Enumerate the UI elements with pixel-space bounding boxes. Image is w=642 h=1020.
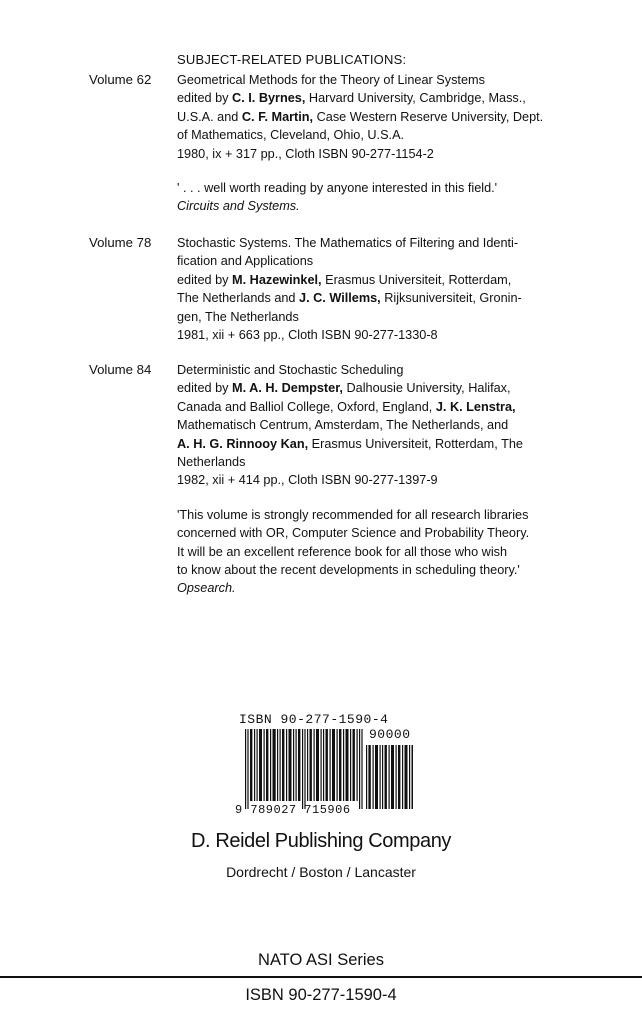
affiliation-line: Netherlands (177, 455, 246, 470)
entry-title: Stochastic Systems. The Mathematics of Filtering and Identi- (177, 236, 519, 250)
review-quote: to know about the recent developments in scheduling theory.' (177, 563, 520, 578)
editor-line: edited by C. I. Byrnes, Harvard University, Cambridge, Mass., (177, 91, 526, 106)
addon-bars (366, 745, 414, 809)
barcode-addon-number: 90000 (369, 727, 411, 742)
publisher-name: D. Reidel Publishing Company (190, 830, 452, 852)
entry-title: Deterministic and Stochastic Scheduling (177, 363, 404, 377)
editor-line: The Netherlands and J. C. Willems, Rijksuniversiteit, Gronin- (177, 291, 522, 306)
ean-bars (245, 729, 363, 809)
review-quote: It will be an excellent reference book for all those who wish (177, 544, 508, 559)
review-source: Opsearch. (177, 581, 236, 596)
editor-line: edited by M. A. H. Dempster, Dalhousie University, Halifax, (177, 381, 511, 396)
volume-label: Volume 84 (89, 362, 152, 377)
entry-body (177, 361, 557, 598)
publisher-cities: Dordrecht / Boston / Lancaster (226, 864, 416, 880)
review-source: Circuits and Systems. (177, 199, 300, 214)
entry-title: fication and Applications (177, 254, 314, 269)
entry-body (177, 234, 557, 344)
section-heading: SUBJECT-RELATED PUBLICATIONS: (177, 52, 407, 67)
publication-details: 1980, ix + 317 pp., Cloth ISBN 90-277-1154-2 (177, 146, 434, 161)
editor-line: edited by M. Hazewinkel, Erasmus Universiteit, Rotterdam, (177, 272, 512, 287)
entry-body (177, 71, 557, 216)
isbn-footer: ISBN 90-277-1590-4 (245, 986, 397, 1004)
affiliation-line: Mathematisch Centrum, Amsterdam, The Netherlands, and (177, 418, 509, 433)
volume-label: Volume 78 (89, 235, 152, 250)
series-name: NATO ASI Series (258, 951, 384, 969)
affiliation-line: gen, The Netherlands (177, 309, 299, 324)
barcode-isbn-text: ISBN 90-277-1590-4 (239, 712, 389, 727)
review-quote: ' . . . well worth reading by anyone interested in this field.' (177, 181, 498, 196)
editor-line: A. H. G. Rinnooy Kan, Erasmus Universiteit, Rotterdam, The (177, 436, 523, 451)
ean-digits: 9 789027 715906 (235, 803, 351, 817)
entry-title: Geometrical Methods for the Theory of Linear Systems (177, 73, 485, 87)
volume-label: Volume 62 (89, 72, 152, 87)
review-quote: concerned with OR, Computer Science and Probability Theory. (177, 526, 530, 541)
publication-details: 1982, xii + 414 pp., Cloth ISBN 90-277-1397-9 (177, 473, 438, 488)
review-quote: 'This volume is strongly recommended for all research libraries (177, 507, 529, 522)
isbn-barcode (220, 712, 440, 822)
publication-details: 1981, xii + 663 pp., Cloth ISBN 90-277-1330-8 (177, 328, 438, 343)
affiliation-line: of Mathematics, Cleveland, Ohio, U.S.A. (177, 128, 405, 143)
divider (0, 976, 642, 978)
editor-line: Canada and Balliol College, Oxford, England, J. K. Lenstra, (177, 399, 516, 414)
editor-line: U.S.A. and C. F. Martin, Case Western Reserve University, Dept. (177, 109, 544, 124)
